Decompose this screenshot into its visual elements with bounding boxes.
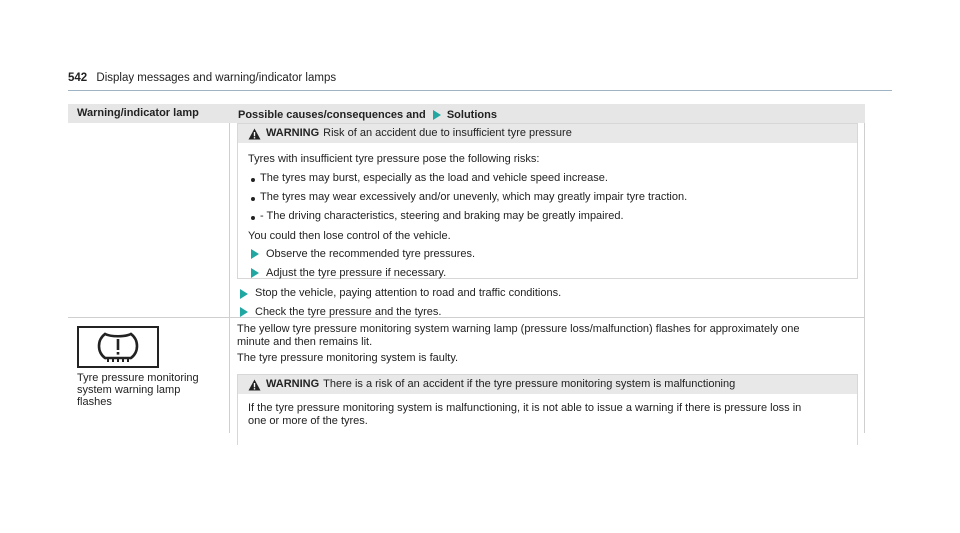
lamp-label-line: Tyre pressure monitoring [77, 372, 199, 384]
warning-action-2: Adjust the tyre pressure if necessary. [266, 267, 447, 279]
warning-label: WARNING [266, 127, 320, 139]
row1-action-2: Check the tyre pressure and the tyres. [255, 306, 442, 318]
warning-triangle-icon [248, 128, 261, 140]
bullet-dot [251, 178, 255, 182]
lamp-label-line: system warning lamp [77, 384, 181, 396]
col1-header: Warning/indicator lamp [77, 107, 199, 119]
warning-title: Risk of an accident due to insufficient tyre pressure [323, 127, 572, 139]
page-title: Display messages and warning/indicator lamps [96, 72, 337, 84]
warning-box-1-title [266, 127, 572, 139]
row2-text-3: The tyre pressure monitoring system is faulty. [237, 352, 459, 364]
lamp-label-line: flashes [77, 396, 112, 408]
row1-action-1: Stop the vehicle, paying attention to road and traffic conditions. [255, 287, 562, 299]
lamp-label [77, 372, 199, 408]
arrow-icon [251, 249, 259, 259]
arrow-icon [433, 110, 441, 120]
warning-box-2-header [238, 375, 857, 394]
warning-body-1: If the tyre pressure monitoring system is malfunctioning, it is not able to issue a warning if there is pressure loss in [248, 402, 802, 414]
column-divider [229, 123, 230, 433]
col2-header [238, 109, 497, 121]
warning-intro: Tyres with insufficient tyre pressure pose the following risks: [248, 153, 540, 165]
warning-triangle-icon [248, 379, 261, 391]
warning-body-2: one or more of the tyres. [248, 415, 368, 427]
row2-text-1: The yellow tyre pressure monitoring system warning lamp (pressure loss/malfunction) flashes for approximately one [237, 323, 800, 335]
page-number: 542 [68, 72, 88, 84]
warning-bullet-2: The tyres may wear excessively and/or unevenly, which may greatly impair tyre traction. [260, 191, 688, 203]
warning-title: There is a risk of an accident if the tyre pressure monitoring system is malfunctioning [323, 378, 736, 390]
warning-box-2 [237, 374, 858, 445]
row2-text-2: minute and then remains lit. [237, 336, 373, 348]
warning-bullet-3: - The driving characteristics, steering and braking may be greatly impaired. [260, 210, 624, 222]
row-divider [68, 317, 865, 318]
bullet-dot [251, 216, 255, 220]
warning-box-1 [237, 123, 858, 279]
warning-bullet-1: The tyres may burst, especially as the load and vehicle speed increase. [260, 172, 608, 184]
warning-box-1-header [238, 124, 857, 143]
warning-label: WARNING [266, 378, 320, 390]
bullet-dot [251, 197, 255, 201]
table-right-border [864, 123, 865, 433]
col2-header-suffix: Solutions [446, 109, 497, 121]
tyre-pressure-symbol [79, 328, 157, 366]
warning-outro: You could then lose control of the vehicle. [248, 230, 451, 242]
page-header [68, 72, 892, 91]
arrow-icon [251, 268, 259, 278]
col2-header-text: Possible causes/consequences and [238, 109, 426, 121]
warning-action-1: Observe the recommended tyre pressures. [266, 248, 476, 260]
arrow-icon [240, 307, 248, 317]
tyre-pressure-warning-icon [77, 326, 159, 368]
arrow-icon [240, 289, 248, 299]
table-header [68, 104, 865, 123]
warning-box-2-title [266, 378, 735, 390]
